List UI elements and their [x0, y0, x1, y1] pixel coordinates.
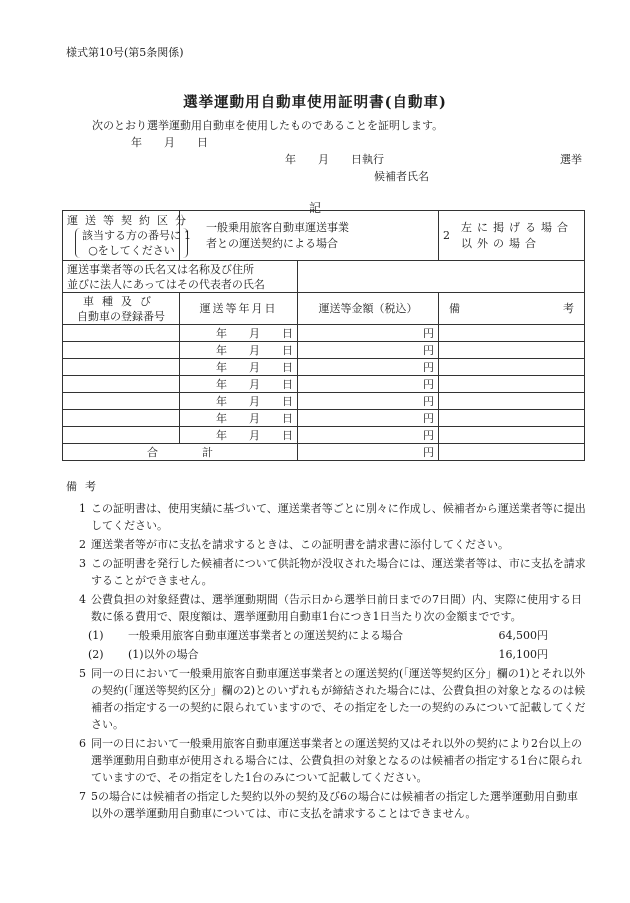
contract-type-label: 運送等契約区分 — [67, 213, 193, 227]
amount-cell[interactable]: 円 — [298, 342, 439, 359]
operator-label-cell — [63, 261, 298, 293]
sub-item-number: (1) — [88, 629, 104, 642]
election-date-field[interactable]: 年 月 日執行 — [285, 153, 384, 166]
remarks-cell[interactable] — [439, 393, 585, 410]
election-name-label: 選挙 — [560, 153, 582, 166]
date-cell[interactable]: 年 月 日 — [180, 410, 298, 427]
note-text: 5の場合には候補者の指定した契約以外の契約及び6の場合には候補者の指定した選挙運動用自動車以外の選挙運動用自動車については、市に支払を請求することはできません。 — [91, 790, 578, 820]
contract-type-cell — [63, 211, 193, 261]
note-item — [66, 665, 586, 733]
note-item — [66, 555, 586, 589]
sub-item-text: 一般乗用旅客自動車運送事業者との運送契約による場合 — [128, 629, 403, 642]
note-number: 7 — [79, 790, 86, 803]
operator-label-2: 並びに法人にあってはその代表者の氏名 — [67, 277, 265, 291]
remarks-cell[interactable] — [439, 376, 585, 393]
usage-table — [62, 210, 585, 461]
vehicle-cell[interactable] — [63, 325, 180, 342]
col-amount-header: 運送等金額（税込） — [298, 293, 439, 325]
sub-item-amount: 16,100円 — [498, 648, 548, 661]
total-amount-cell[interactable]: 円 — [298, 444, 439, 461]
candidate-name-label: 候補者氏名 — [374, 170, 429, 183]
date-cell[interactable]: 年 月 日 — [180, 359, 298, 376]
operator-name-field[interactable] — [298, 261, 585, 293]
amount-cell[interactable]: 円 — [298, 325, 439, 342]
vehicle-cell[interactable] — [63, 359, 180, 376]
vehicle-cell[interactable] — [63, 393, 180, 410]
note-number: 1 — [79, 502, 86, 515]
total-label: 合 計 — [63, 444, 298, 461]
total-remarks-cell[interactable] — [439, 444, 585, 461]
note-text: 公費負担の対象経費は、選挙運動期間（告示日から選挙日前日までの7日間）内、実際に使用する日数に係る費用で、限度額は、選挙運動用自動車1台につき1日当たり次の金額までです。 — [91, 593, 582, 623]
amount-cell[interactable]: 円 — [298, 393, 439, 410]
col-remarks-header — [439, 293, 585, 325]
form-number-label: 様式第10号(第5条関係) — [66, 46, 184, 59]
total-row — [63, 444, 585, 461]
vehicle-cell[interactable] — [63, 427, 180, 444]
amount-cell[interactable]: 円 — [298, 427, 439, 444]
remarks-cell[interactable] — [439, 342, 585, 359]
sub-item-text: (1)以外の場合 — [128, 648, 199, 661]
note-number: 4 — [79, 593, 86, 606]
note-text: 運送業者等が市に支払を請求するときは、この証明書を請求書に添付してください。 — [91, 538, 509, 551]
date-cell[interactable]: 年 月 日 — [180, 325, 298, 342]
note-item — [66, 536, 586, 553]
issue-date-field[interactable]: 年 月 日 — [131, 136, 208, 149]
option-2-text-2: 以外の場合 — [461, 236, 541, 250]
note-number: 2 — [79, 538, 86, 551]
vehicle-cell[interactable] — [63, 410, 180, 427]
amount-cell[interactable]: 円 — [298, 376, 439, 393]
option-2-number[interactable]: 2 — [443, 229, 450, 242]
col-remarks-b: 考 — [563, 302, 574, 315]
col-remarks-a: 備 — [449, 302, 460, 315]
remarks-cell[interactable] — [439, 359, 585, 376]
note-text: この証明書は、使用実績に基づいて、運送業者等ごとに別々に作成し、候補者から運送業者等に提出してください。 — [91, 502, 586, 532]
ki-heading: 記 — [308, 201, 321, 215]
document-title: 選挙運動用自動車使用証明書(自動車) — [183, 94, 447, 111]
date-cell[interactable]: 年 月 日 — [180, 393, 298, 410]
table-row — [63, 359, 585, 376]
intro-text: 次のとおり選挙運動用自動車を使用したものであることを証明します。 — [92, 119, 444, 132]
note-item — [66, 591, 586, 625]
amount-cell[interactable]: 円 — [298, 410, 439, 427]
table-row — [63, 410, 585, 427]
note-number: 5 — [79, 667, 86, 680]
option-1-number[interactable]: 1 — [184, 229, 191, 242]
operator-label-1: 運送事業者等の氏名又は名称及び住所 — [67, 262, 254, 276]
table-row — [63, 427, 585, 444]
option-2-text-1: 左に掲げる場合 — [461, 220, 573, 234]
remarks-cell[interactable] — [439, 325, 585, 342]
remarks-cell[interactable] — [439, 427, 585, 444]
note-number: 6 — [79, 737, 86, 750]
note-sub-item — [88, 646, 586, 663]
col-vehicle-1: 車種及び — [83, 294, 159, 308]
vehicle-cell[interactable] — [63, 376, 180, 393]
table-row — [63, 325, 585, 342]
note-text: 同一の日において一般乗用旅客自動車運送事業者との運送契約(「運送等契約区分」欄の1)とそれ以外の契約(「運送等契約区分」欄の2)とのいずれもが締結された場合には、公費負担の対象となるのは候補者の指定する一の契約に限られていますので、その指定をした一の契約のみについて記載してください。 — [91, 667, 586, 731]
note-text: この証明書を発行した候補者について供託物が没収された場合には、運送業者等は、市に支払を請求することができません。 — [91, 557, 586, 587]
table-row — [63, 376, 585, 393]
col-vehicle-header — [63, 293, 180, 325]
contract-type-note — [75, 228, 188, 258]
date-cell[interactable]: 年 月 日 — [180, 376, 298, 393]
note-item — [66, 735, 586, 786]
amount-cell[interactable]: 円 — [298, 359, 439, 376]
note-item — [66, 788, 586, 822]
vehicle-cell[interactable] — [63, 342, 180, 359]
sub-item-number: (2) — [88, 648, 104, 661]
table-row — [63, 342, 585, 359]
col-vehicle-2: 自動車の登録番号 — [77, 309, 165, 323]
table-row — [63, 393, 585, 410]
option-1-cell[interactable] — [180, 211, 439, 261]
date-cell[interactable]: 年 月 日 — [180, 427, 298, 444]
option-1-text-2: 者との運送契約による場合 — [206, 236, 338, 250]
col-date-header: 運送等年月日 — [180, 293, 298, 325]
option-1-text-1: 一般乗用旅客自動車運送事業 — [206, 220, 349, 234]
note-number: 3 — [79, 557, 86, 570]
note-text: 同一の日において一般乗用旅客自動車運送事業者との運送契約又はそれ以外の契約により2台以上の選挙運動用自動車が使用される場合には、公費負担の対象となるのは候補者の指定する1台に限られていますので、その指定をした1台のみについて記載してください。 — [91, 737, 582, 784]
contract-type-note-2: ○をしてください — [88, 243, 175, 257]
contract-type-note-1: 該当する方の番号に — [82, 228, 181, 242]
note-item — [66, 500, 586, 534]
option-2-cell[interactable] — [439, 211, 585, 261]
remarks-cell[interactable] — [439, 410, 585, 427]
date-cell[interactable]: 年 月 日 — [180, 342, 298, 359]
sub-item-amount: 64,500円 — [498, 629, 548, 642]
notes-header: 備考 — [66, 480, 104, 493]
notes-section — [66, 478, 586, 824]
note-sub-item — [88, 627, 586, 644]
